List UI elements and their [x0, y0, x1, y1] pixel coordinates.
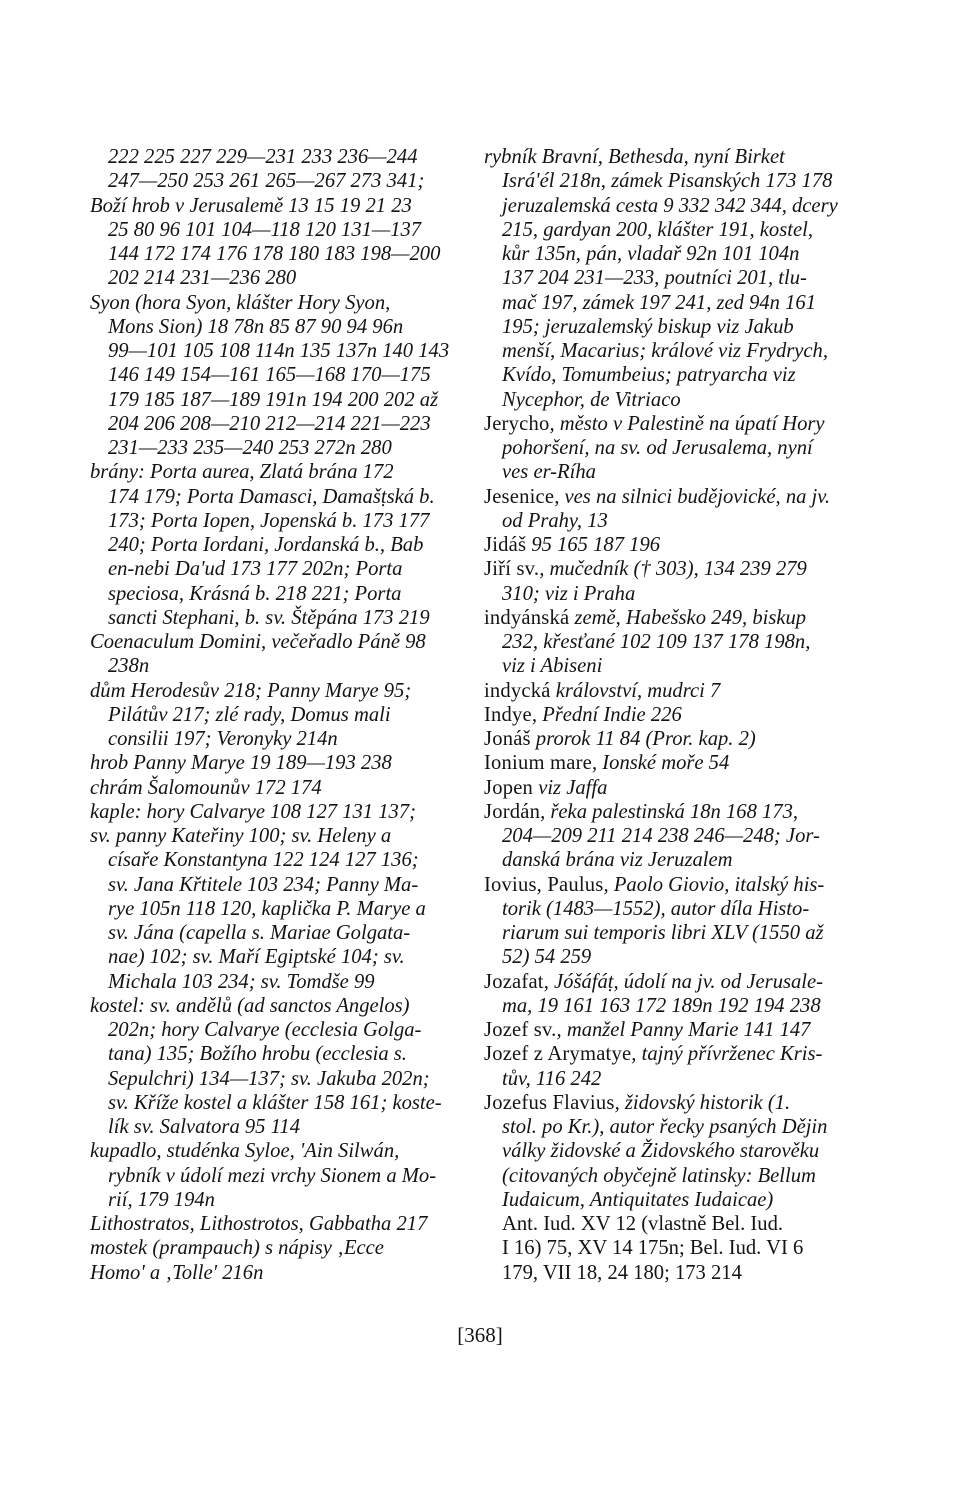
- index-entry-text: , město v Palestině na úpatí Hory: [549, 412, 825, 435]
- index-line: Pilátův 217; zlé rady, Domus mali: [108, 703, 391, 726]
- index-entry-text: , Jóšáfáṭ, údolí na jv. od Jerusale-: [543, 970, 824, 993]
- index-line: 204—209 211 214 238 246—248; Jor-: [502, 825, 820, 847]
- index-line: pohoršení, na sv. od Jerusalema, nyní: [502, 437, 813, 459]
- index-line: 232, křesťané 102 109 137 178 198n,: [502, 631, 811, 653]
- index-line: 310; viz i Praha: [502, 582, 636, 605]
- index-line: consilii 197; Veronyky 214n: [108, 728, 338, 750]
- index-entry-text: , ves na silnici budějovické, na jv.: [554, 485, 831, 508]
- page-number: [368]: [457, 1323, 503, 1347]
- index-line: 137 204 231—233, poutníci 201, tlu-: [502, 267, 807, 290]
- index-entry-text: , manžel Panny Marie 141 147: [556, 1019, 811, 1041]
- index-line: 204 206 208—210 212—214 221—223: [108, 412, 431, 435]
- index-line: sv. Jána (capella s. Mariae Golgata-: [108, 922, 411, 944]
- index-line: 173; Porta Iopen, Jopenská b. 173 177: [108, 509, 430, 532]
- index-line: [484, 606, 884, 630]
- index-entry-text: , Paolo Giovio, italský his-: [603, 873, 825, 896]
- index-line: 99—101 105 108 114n 135 137n 140 143: [108, 340, 450, 362]
- index-line: 238n: [108, 655, 150, 678]
- index-line: sv. panny Kateřiny 100; sv. Heleny a: [90, 825, 392, 847]
- index-entry-text: království, mudrci 7: [550, 679, 721, 702]
- index-line: Michala 103 234; sv. Tomdše 99: [108, 970, 375, 993]
- index-line: rybník v údolí mezi vrchy Sionem a Mo-: [108, 1164, 437, 1187]
- index-line: danská brána viz Jeruzalem: [502, 849, 733, 872]
- index-line: [484, 751, 884, 775]
- index-line: rye 105n 118 120, kaplička P. Marye a: [108, 897, 426, 920]
- index-line: jeruzalemská cesta 9 332 342 344, dcery: [502, 194, 838, 217]
- index-headword: Iovius, Paulus: [484, 873, 604, 896]
- index-line: Kvído, Tomumbeius; patryarcha viz: [502, 364, 796, 387]
- index-line: ves er-Ríha: [502, 461, 596, 484]
- index-line: [484, 703, 884, 727]
- index-headword: Jerycho: [484, 412, 550, 435]
- index-line: [484, 1091, 884, 1115]
- index-line: kaple: hory Calvarye 108 127 131 137;: [90, 800, 417, 823]
- index-line: sancti Stephani, b. sv. Štěpána 173 219: [108, 606, 430, 629]
- index-entry-text: prorok 11 84 (Pror. kap. 2): [530, 728, 756, 750]
- index-line: menší, Macarius; králové viz Frydrych,: [502, 340, 828, 362]
- index-entry-text: země, Habešsko 249, biskup: [569, 606, 807, 629]
- index-line: 179, VII 18, 24 180; 173 214: [502, 1261, 742, 1284]
- index-line: [484, 679, 884, 703]
- index-headword: Jonáš: [484, 728, 531, 750]
- index-entry-text: 95 165 187 196: [526, 534, 661, 556]
- index-headword: Jozafat: [484, 970, 544, 993]
- index-line: Iudaicum, Antiquitates Iudaicae): [502, 1188, 774, 1211]
- index-line: od Prahy, 13: [502, 509, 608, 532]
- index-line: brány: Porta aurea, Zlatá brána 172: [90, 461, 394, 484]
- index-line: en-nebi Da'ud 173 177 202n; Porta: [108, 558, 403, 581]
- index-line: (citovaných obyčejně latinsky: Bellum: [502, 1164, 816, 1187]
- index-line: Mons Sion) 18 78n 85 87 90 94 96n: [108, 315, 404, 338]
- index-line: nae) 102; sv. Maří Egiptské 104; sv.: [108, 946, 405, 969]
- index-line: sv. Jana Křtitele 103 234; Panny Ma-: [108, 873, 419, 896]
- index-line: rií, 179 194n: [108, 1188, 215, 1211]
- index-line: Isrá'él 218n, zámek Pisanských 173 178: [502, 170, 833, 193]
- index-line: 146 149 154—161 165—168 170—175: [108, 364, 431, 387]
- index-line: Nycephor, de Vitriaco: [502, 388, 681, 411]
- index-line: 247—250 253 261 265—267 273 341;: [108, 170, 425, 193]
- index-line: 202 214 231—236 280: [108, 267, 297, 290]
- index-headword: Jiří sv.: [484, 558, 540, 581]
- index-headword: Jopen: [484, 776, 534, 799]
- index-line: rybník Bravní, Bethesda, nyní Birket: [484, 146, 785, 168]
- index-line: kupadlo, studénka Syloe, 'Ain Silwán,: [90, 1140, 400, 1163]
- index-line: 179 185 187—189 191n 194 200 202 až: [108, 388, 439, 411]
- index-line: chrám Šalomounův 172 174: [90, 776, 322, 799]
- index-line: [484, 1018, 884, 1042]
- index-column-left: [90, 145, 466, 1285]
- index-line: riarum sui temporis libri XLV (1550 až: [502, 922, 824, 944]
- index-line: hrob Panny Marye 19 189—193 238: [90, 752, 392, 775]
- index-line: 25 80 96 101 104—118 120 131—137: [108, 218, 422, 241]
- index-entry-text: , Ionské moře 54: [592, 752, 730, 775]
- index-line: kůr 135n, pán, vladař 92n 101 104n: [502, 243, 800, 265]
- index-headword: Jidáš: [484, 534, 527, 556]
- index-line: I 16) 75, XV 14 175n; Bel. Iud. VI 6: [502, 1237, 804, 1260]
- index-line: [484, 970, 884, 994]
- index-line: dům Herodesův 218; Panny Marye 95;: [90, 679, 412, 702]
- index-line: 144 172 174 176 178 180 183 198—200: [108, 243, 441, 265]
- index-line: speciosa, Krásná b. 218 221; Porta: [108, 582, 402, 605]
- index-line: [484, 412, 884, 436]
- index-line: sv. Kříže kostel a klášter 158 161; koste-: [108, 1091, 442, 1114]
- index-line: Boží hrob v Jerusalemě 13 15 19 21 23: [90, 194, 412, 217]
- index-entry-text: , mučedník († 303), 134 239 279: [539, 558, 807, 581]
- index-headword: Jozef sv.: [484, 1019, 557, 1041]
- index-headword: Jozef z Arymatye: [484, 1043, 632, 1066]
- index-line: [484, 727, 884, 751]
- index-headword: Indye: [484, 703, 532, 726]
- index-line: Homo' a ‚Tolle' 216n: [90, 1261, 264, 1284]
- index-line: války židovské a Židovského starověku: [502, 1140, 820, 1163]
- index-line: 240; Porta Iordani, Jordanská b., Bab: [108, 534, 424, 556]
- index-line: 52) 54 259: [502, 946, 592, 969]
- index-headword: Jordán: [484, 800, 541, 823]
- index-line: 215, gardyan 200, klášter 191, kostel,: [502, 218, 813, 241]
- index-line: torik (1483—1552), autor díla Histo-: [502, 897, 810, 920]
- index-line: [484, 557, 884, 581]
- index-headword: Ionium mare: [484, 752, 592, 775]
- index-line: [484, 873, 884, 897]
- index-entry-text: viz Jaffa: [533, 776, 608, 799]
- index-line: 222 225 227 229—231 233 236—244: [108, 146, 418, 168]
- index-line: tana) 135; Božího hrobu (ecclesia s.: [108, 1043, 407, 1066]
- index-line: mač 197, zámek 197 241, zed 94n 161: [502, 291, 817, 314]
- index-headword: Jozefus Flavius: [484, 1091, 615, 1114]
- index-line: 202n; hory Calvarye (ecclesia Golga-: [108, 1019, 422, 1041]
- index-entry-text: , řeka palestinská 18n 168 173,: [540, 800, 799, 823]
- index-line: Lithostratos, Lithostrotos, Gabbatha 217: [90, 1213, 428, 1235]
- index-line: mostek (prampauch) s nápisy ‚Ecce: [90, 1237, 384, 1260]
- index-line: 195; jeruzalemský biskup viz Jakub: [502, 315, 794, 338]
- index-headword: indycká: [484, 679, 551, 702]
- index-line: Syon (hora Syon, klášter Hory Syon,: [90, 291, 391, 314]
- index-line: stol. po Kr.), autor řecky psaných Dějin: [502, 1116, 828, 1138]
- index-line: kostel: sv. andělů (ad sanctos Angelos): [90, 994, 410, 1017]
- index-entry-text: , židovský historik (1.: [614, 1091, 791, 1114]
- index-line: císaře Konstantyna 122 124 127 136;: [108, 849, 419, 872]
- index-line: [484, 800, 884, 824]
- index-line: Sepulchri) 134—137; sv. Jakuba 202n;: [108, 1067, 430, 1090]
- index-line: viz i Abiseni: [502, 655, 603, 678]
- index-line: lík sv. Salvatora 95 114: [108, 1116, 300, 1138]
- index-headword: Jesenice: [484, 485, 555, 508]
- index-line: 174 179; Porta Damasci, Damašṭská b.: [108, 485, 435, 508]
- index-line: tův, 116 242: [502, 1067, 602, 1090]
- index-column-right: [484, 145, 884, 1285]
- index-headword: indyánská: [484, 606, 570, 629]
- index-line: [484, 533, 884, 557]
- index-entry-text: , Přední Indie 226: [531, 703, 682, 726]
- index-entry-text: , tajný přívrženec Kris-: [631, 1043, 823, 1066]
- index-line: [484, 776, 884, 800]
- index-line: [484, 1042, 884, 1066]
- index-line: 231—233 235—240 253 272n 280: [108, 437, 392, 459]
- index-line: [484, 485, 884, 509]
- index-line: ma, 19 161 163 172 189n 192 194 238: [502, 994, 821, 1017]
- index-line: Coenaculum Domini, večeřadlo Páně 98: [90, 631, 426, 653]
- index-line: Ant. Iud. XV 12 (vlastně Bel. Iud.: [502, 1213, 784, 1235]
